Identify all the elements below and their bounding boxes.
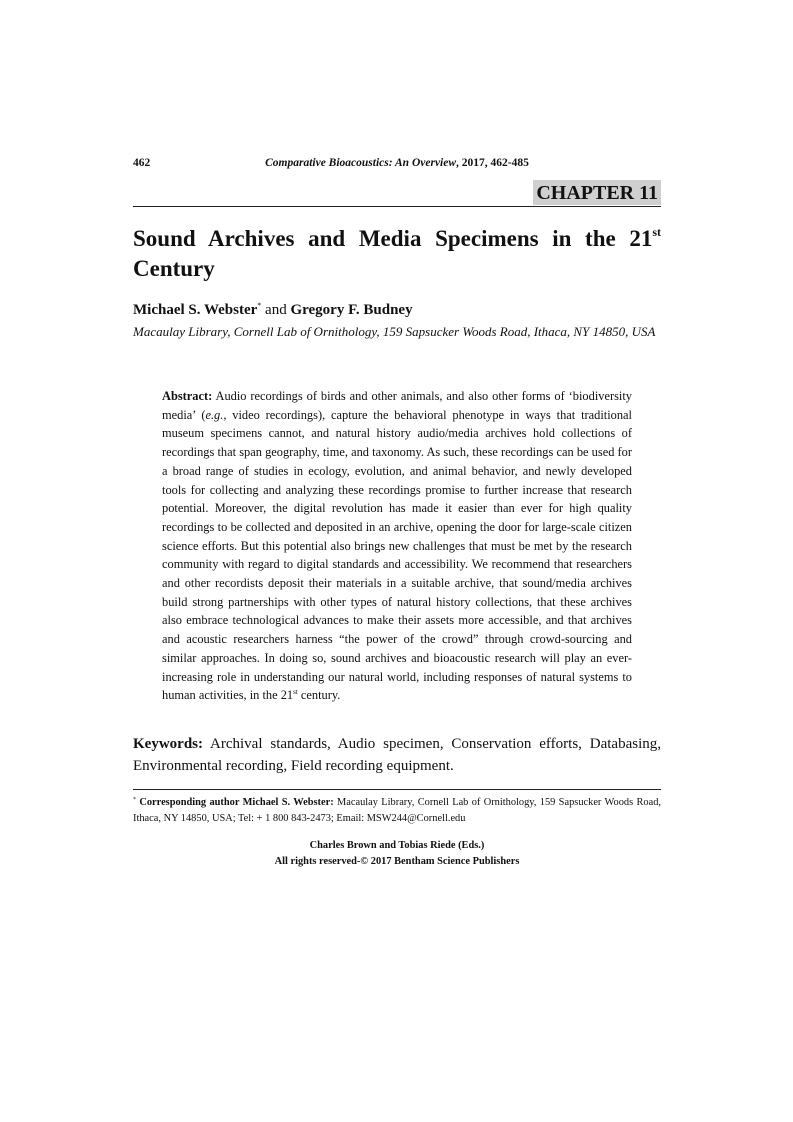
keywords-label: Keywords:: [133, 736, 203, 752]
abstract-eg: e.g.: [205, 407, 224, 422]
author-1-mark: *: [257, 301, 262, 310]
page-number: 462: [133, 157, 151, 169]
title-superscript: st: [652, 225, 661, 239]
chapter-title: [133, 224, 661, 284]
abstract-text-3: century.: [297, 688, 341, 703]
abstract-superscript: st: [293, 688, 298, 697]
keywords: [133, 733, 661, 777]
abstract-text-1: Audio recordings of birds and other animals, and also other forms of ‘biodiversity media’ (: [162, 389, 632, 422]
author-conjunction: and: [261, 302, 291, 318]
editors-line: Charles Brown and Tobias Riede (Eds.): [309, 840, 485, 851]
keywords-text: Archival standards, Audio specimen, Conservation efforts, Databasing, Environmental recording, Field recording equipment.: [133, 736, 661, 774]
abstract-text-2: , video recordings), capture the behavioral phenotype in ways that traditional museum specimens cannot, and natural history audio/media archives hold collections of recordings that span geography, time, and taxonomy. As such, these recordings can be used for a broad range of studies in ecology, evolution, and animal behavior, and newly developed tools for collecting and analyzing these recordings promise to further increase that research potential. Moreover, the digital revolution has made it easier than ever for high quality recordings to be collected and deposited in an archive, opening the door for large-scale citizen science efforts. But this potential also brings new challenges that must be met by the research community with regard to digital standards and accessibility. We recommend that researchers and other recordists deposit their materials in a suitable archive, that sound/media archives build strong partnerships with other types of natural history collections, that these archives also embrace technological advances to make their assets more accessible, and that archives and acoustic researchers harness “the power of the crowd” through crowd-sourcing and similar approaches. In doing so, sound archives and bioacoustic research will play an ever-increasing role in understanding our natural world, including responses of natural systems to human activities, in the 21: [162, 407, 632, 703]
author-list: [133, 302, 413, 319]
publisher-note: [133, 838, 661, 870]
footnote: [133, 795, 661, 827]
footnote-text: Macaulay Library, Cornell Lab of Ornithology, 159 Sapsucker Woods Road, Ithaca, NY 14850, USA; Tel: + 1 800 843-2473; Email: MSW244@Cornell.edu: [133, 797, 662, 824]
title-line-2: Century: [133, 256, 215, 281]
abstract: [162, 387, 632, 705]
chapter-label: CHAPTER 11: [533, 180, 661, 205]
abstract-label: Abstract:: [162, 389, 213, 403]
author-2: Gregory F. Budney: [290, 302, 413, 318]
footnote-label: Corresponding author Michael S. Webster:: [136, 797, 334, 808]
author-1: Michael S. Webster: [133, 302, 258, 318]
footnote-mark: *: [133, 797, 136, 803]
title-line-1: [133, 224, 661, 254]
footnote-divider: [133, 789, 661, 790]
copyright-line: All rights reserved-© 2017 Bentham Science Publishers: [274, 856, 520, 867]
running-header: [133, 157, 661, 169]
journal-title: Comparative Bioacoustics: An Overview: [265, 157, 457, 169]
affiliation: Macaulay Library, Cornell Lab of Ornithology, 159 Sapsucker Woods Road, Ithaca, NY 14850, USA: [133, 324, 656, 339]
header-divider: [133, 206, 661, 207]
journal-citation: , 2017, 462-485: [456, 157, 529, 169]
title-text: Sound Archives and Media Specimens in the 21: [133, 226, 653, 251]
